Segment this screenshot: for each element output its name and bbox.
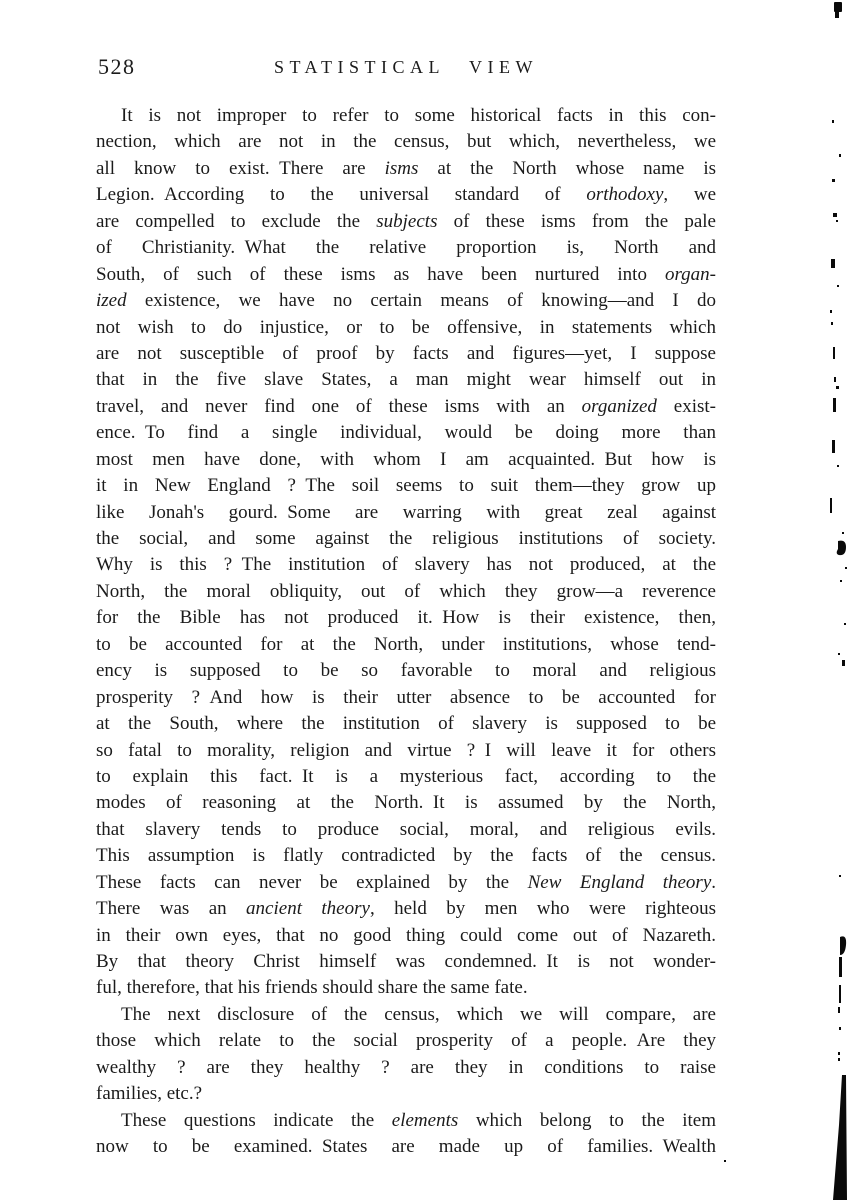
- text-line: ence. To find a single individual, would be doing more than: [96, 422, 716, 444]
- text-line: the social, and some against the religious institutions of society.: [96, 528, 716, 549]
- text-line: those which relate to the social prosperity of a people. Are they: [96, 1030, 716, 1052]
- text-line: that slavery tends to produce social, moral, and religious evils.: [96, 818, 716, 840]
- text-line: Legion. According to the universal standard of orthodoxy, we: [96, 184, 716, 206]
- text-line: all know to exist. There are isms at the North whose name is: [96, 157, 716, 179]
- text-line: prosperity ? And how is their utter absence to be accounted for: [96, 686, 716, 708]
- text-line: at the South, where the institution of slavery is supposed to be: [96, 713, 716, 735]
- page-number: 528: [98, 54, 136, 79]
- text-line: This assumption is flatly contradicted by the facts of the census.: [96, 845, 716, 867]
- text-line: now to be examined. States are made up of families. Wealth: [96, 1136, 716, 1158]
- text-line: South, of such of these isms as have been nurtured into organ-: [96, 263, 716, 285]
- running-title: STATISTICAL VIEW: [273, 57, 539, 77]
- text-line: are not susceptible of proof by facts and figures—yet, I suppose: [96, 342, 716, 364]
- text-line: so fatal to morality, religion and virtue ? I will leave it for others: [96, 739, 716, 761]
- text-line: It is not improper to refer to some historical facts in this con-: [121, 105, 716, 126]
- text-line: These questions indicate the elements which belong to the item: [121, 1109, 716, 1131]
- text-line: modes of reasoning at the North. It is assumed by the North,: [96, 792, 716, 814]
- text-line: to explain this fact. It is a mysterious fact, according to the: [96, 765, 716, 787]
- text-line: in their own eyes, that no good thing could come out of Nazareth.: [96, 924, 716, 946]
- text-line: ful, therefore, that his friends should share the same fate.: [96, 977, 528, 999]
- text-line: There was an ancient theory, held by men who were righteous: [96, 898, 716, 920]
- text-line: are compelled to exclude the subjects of these isms from the pale: [96, 210, 716, 232]
- text-line: Why is this ? The institution of slavery has not produced, at the: [96, 554, 716, 576]
- text-line: like Jonah's gourd. Some are warring with great zeal against: [96, 501, 716, 523]
- text-line: ency is supposed to be so favorable to moral and religious: [96, 660, 716, 682]
- text-line: By that theory Christ himself was condemned. It is not wonder-: [96, 951, 716, 972]
- text-line: not wish to do injustice, or to be offensive, in statements which: [96, 316, 716, 338]
- text-line: it in New England ? The soil seems to suit them—they grow up: [96, 475, 716, 497]
- running-head: [96, 54, 716, 82]
- text-line: The next disclosure of the census, which we will compare, are: [121, 1003, 716, 1025]
- text-line: of Christianity. What the relative proportion is, North and: [96, 237, 716, 259]
- text-line: most men have done, with whom I am acquainted. But how is: [96, 448, 716, 470]
- text-line: to be accounted for at the North, under institutions, whose tend-: [96, 633, 716, 655]
- text-line: North, the moral obliquity, out of which they grow—a reverence: [96, 580, 716, 602]
- text-line: travel, and never find one of these isms with an organized exist-: [96, 395, 716, 417]
- text-line: for the Bible has not produced it. How is their existence, then,: [96, 607, 716, 629]
- text-line: families, etc.?: [96, 1083, 203, 1105]
- body-text: [96, 103, 716, 1161]
- text-line: ized existence, we have no certain means of knowing—and I do: [96, 290, 716, 312]
- text-line: wealthy ? are they healthy ? are they in conditions to raise: [96, 1056, 716, 1078]
- text-line: nection, which are not in the census, but which, nevertheless, we: [96, 131, 716, 153]
- text-line: that in the five slave States, a man might wear himself out in: [96, 369, 716, 391]
- text-line: These facts can never be explained by the New England theory.: [96, 871, 716, 893]
